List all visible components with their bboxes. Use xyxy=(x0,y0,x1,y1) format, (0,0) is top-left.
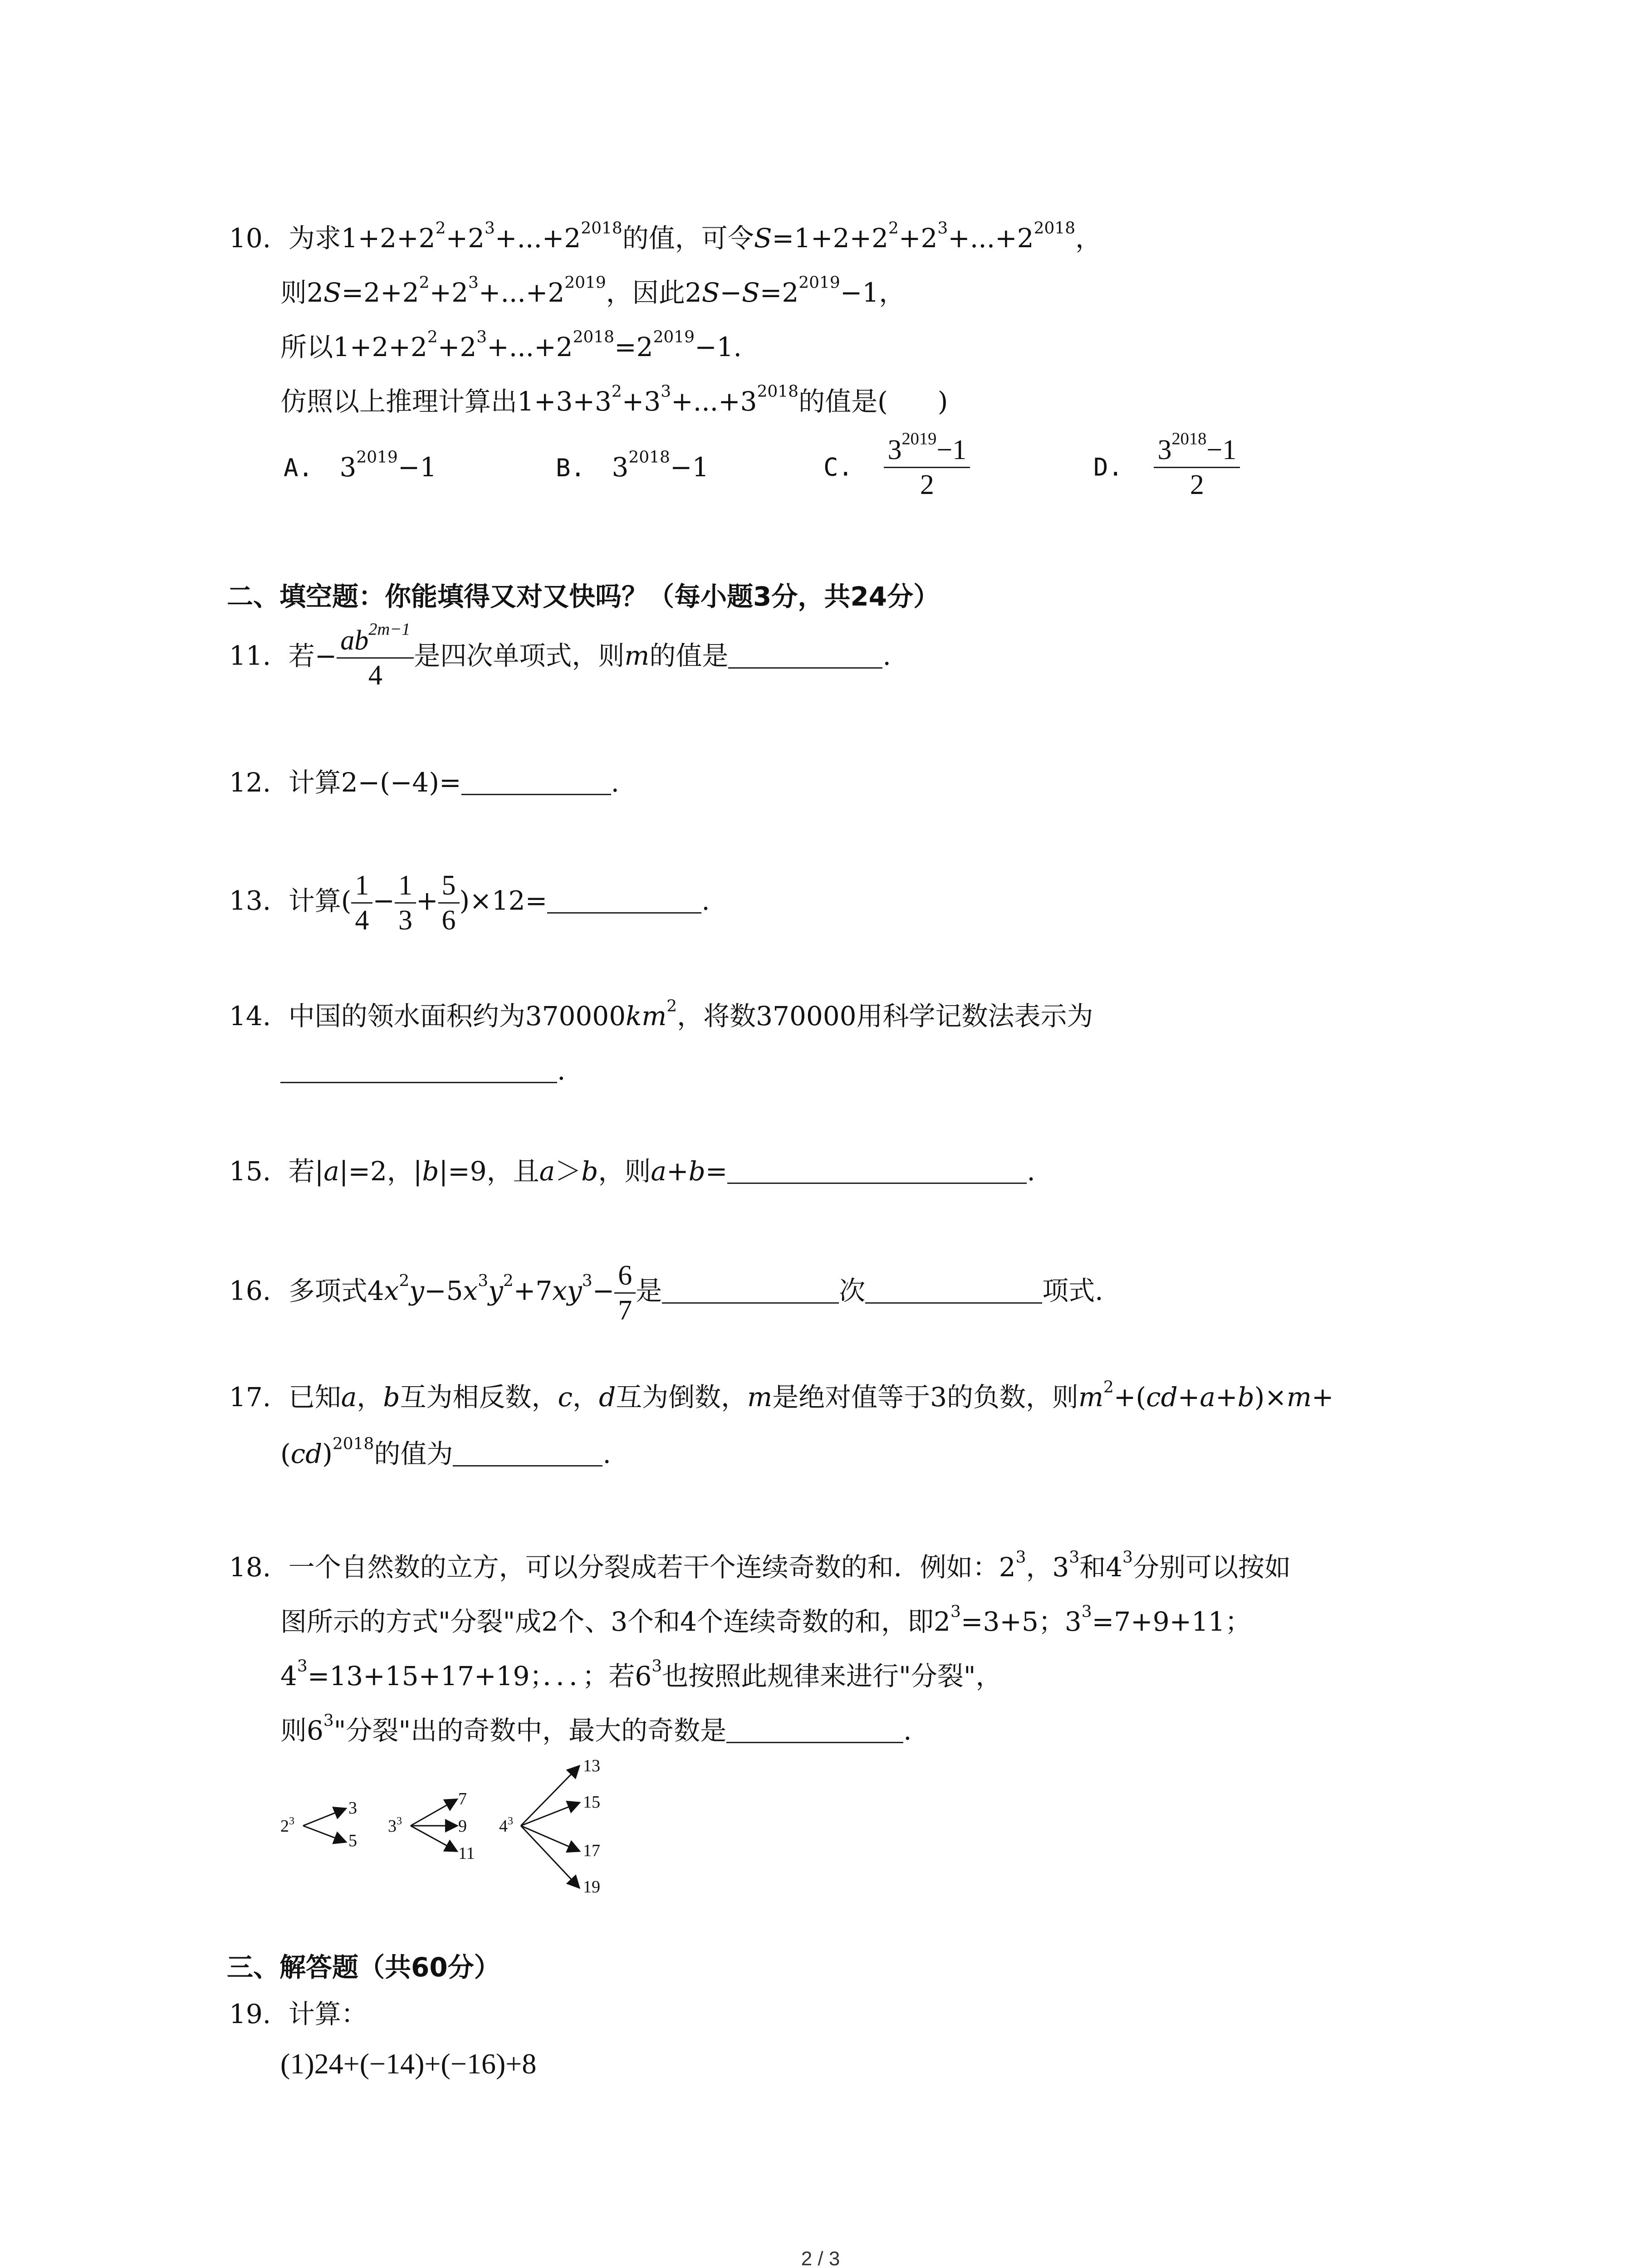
diagram-leaf: 7 xyxy=(458,1789,467,1809)
diagram-leaf: 11 xyxy=(458,1844,475,1863)
diagram-leaf: 19 xyxy=(583,1877,600,1897)
choice-d[interactable]: D. $\frac{3^{2018}-1}{2}$ xyxy=(1093,433,1240,502)
q12-answer-blank[interactable] xyxy=(461,767,611,795)
q16: 16. 多项式$4x^2y-5x^3y^2+7xy^3-$ $\frac{6}{7}$ 是 次 项式. xyxy=(229,1259,1103,1327)
q18-line3: $4^3=13+15+17+19$；．．．；若$6^3$也按照此规律来进行"分裂"， xyxy=(280,1657,1002,1691)
diagram-leaf: 3 xyxy=(348,1799,357,1818)
section-2-heading: 二、填空题：你能填得又对又快吗？（每小题3分，共24分） xyxy=(227,581,940,612)
diagram-leaf: 5 xyxy=(348,1831,357,1850)
q10-line4: 仿照以上推理计算出$1+3+3^2+3^3+...+3^{2018}$的值是( ) xyxy=(280,382,948,417)
diagram-leaf: 15 xyxy=(583,1793,600,1812)
q11-answer-blank[interactable] xyxy=(728,641,882,669)
q10-line1: 10. 为求$1+2+2^2+2^3+...+2^{2018}$的值，可令$S=1+2+2^2+2^3+...+2^{2018}$， xyxy=(229,219,1102,254)
choice-b[interactable]: B. $3^{2018}-1$ xyxy=(556,448,709,483)
q10-line2: 则$2S=2+2^2+2^3+...+2^{2019}$，因此$2S-S=2^{2019}-1$， xyxy=(280,273,906,308)
section-3-heading: 三、解答题（共60分） xyxy=(227,1952,500,1983)
diagram-leaf: 9 xyxy=(458,1817,467,1836)
q11: 11. 若− $\frac{ab^{2m-1}}{4}$ 是四次单项式，则m的值是 . xyxy=(229,620,891,691)
q15-answer-blank[interactable] xyxy=(727,1156,1027,1184)
q13-answer-blank[interactable] xyxy=(547,886,701,914)
diagram-leaf: 13 xyxy=(583,1756,600,1775)
q17-answer-blank[interactable] xyxy=(453,1439,603,1466)
diagram-root-4: $4^3$ xyxy=(499,1815,513,1836)
q19-line1: 19. 计算： xyxy=(229,1999,367,2029)
q13: 13. 计算( $\frac{1}{4}$ − $\frac{1}{3}$ + $\frac{5}{6}$ )×12= . xyxy=(229,869,710,937)
q19-part1: (1)24+(−14)+(−16)+8 xyxy=(280,2048,537,2080)
q14-answer-blank[interactable] xyxy=(280,1056,557,1083)
q17-line2: (cd)$^{2018}$的值为 . xyxy=(280,1434,611,1469)
q14-line2: . xyxy=(280,1052,565,1089)
q18-line1: 18. 一个自然数的立方，可以分裂成若干个连续奇数的和．例如：$2^3$，$3^3$和$4^3$分别可以按如 xyxy=(229,1548,1291,1583)
q17-line1: 17. 已知a，b互为相反数，c，d互为倒数，m是绝对值等于3的负数，则$m^2+(cd+a+b)\times m+$ xyxy=(229,1378,1334,1413)
q18-line4: 则$6^3$"分裂"出的奇数中，最大的奇数是 . xyxy=(280,1711,912,1746)
q12: 12. 计算2−(−4)= . xyxy=(229,767,619,798)
diagram-root-3: $3^3$ xyxy=(388,1815,402,1836)
q15: 15. 若|a|=2，|b|=9，且a＞b，则a+b= . xyxy=(229,1156,1035,1187)
choice-a[interactable]: A. $3^{2019}-1$ xyxy=(284,448,437,483)
q16-degree-blank[interactable] xyxy=(662,1276,839,1304)
q14-line1: 14. 中国的领水面积约为$370000km^2$，将数370000用科学记数法表示为 xyxy=(229,997,1093,1031)
q10-line3: 所以$1+2+2^2+2^3+...+2^{2018}=2^{2019}-1$. xyxy=(280,327,742,362)
diagram-leaf: 17 xyxy=(583,1841,600,1860)
q18-line2: 图所示的方式"分裂"成2个、3个和4个连续奇数的和，即$2^3=3+5$；$3^3=7+9+11$； xyxy=(280,1602,1252,1637)
diagram-root-2: $2^3$ xyxy=(280,1815,294,1836)
cube-split-diagram xyxy=(272,1751,635,1901)
page-number: 2 / 3 xyxy=(801,2248,840,2268)
q16-terms-blank[interactable] xyxy=(865,1276,1042,1304)
q18-answer-blank[interactable] xyxy=(726,1716,903,1743)
choice-c[interactable]: C. $\frac{3^{2019}-1}{2}$ xyxy=(823,433,970,502)
